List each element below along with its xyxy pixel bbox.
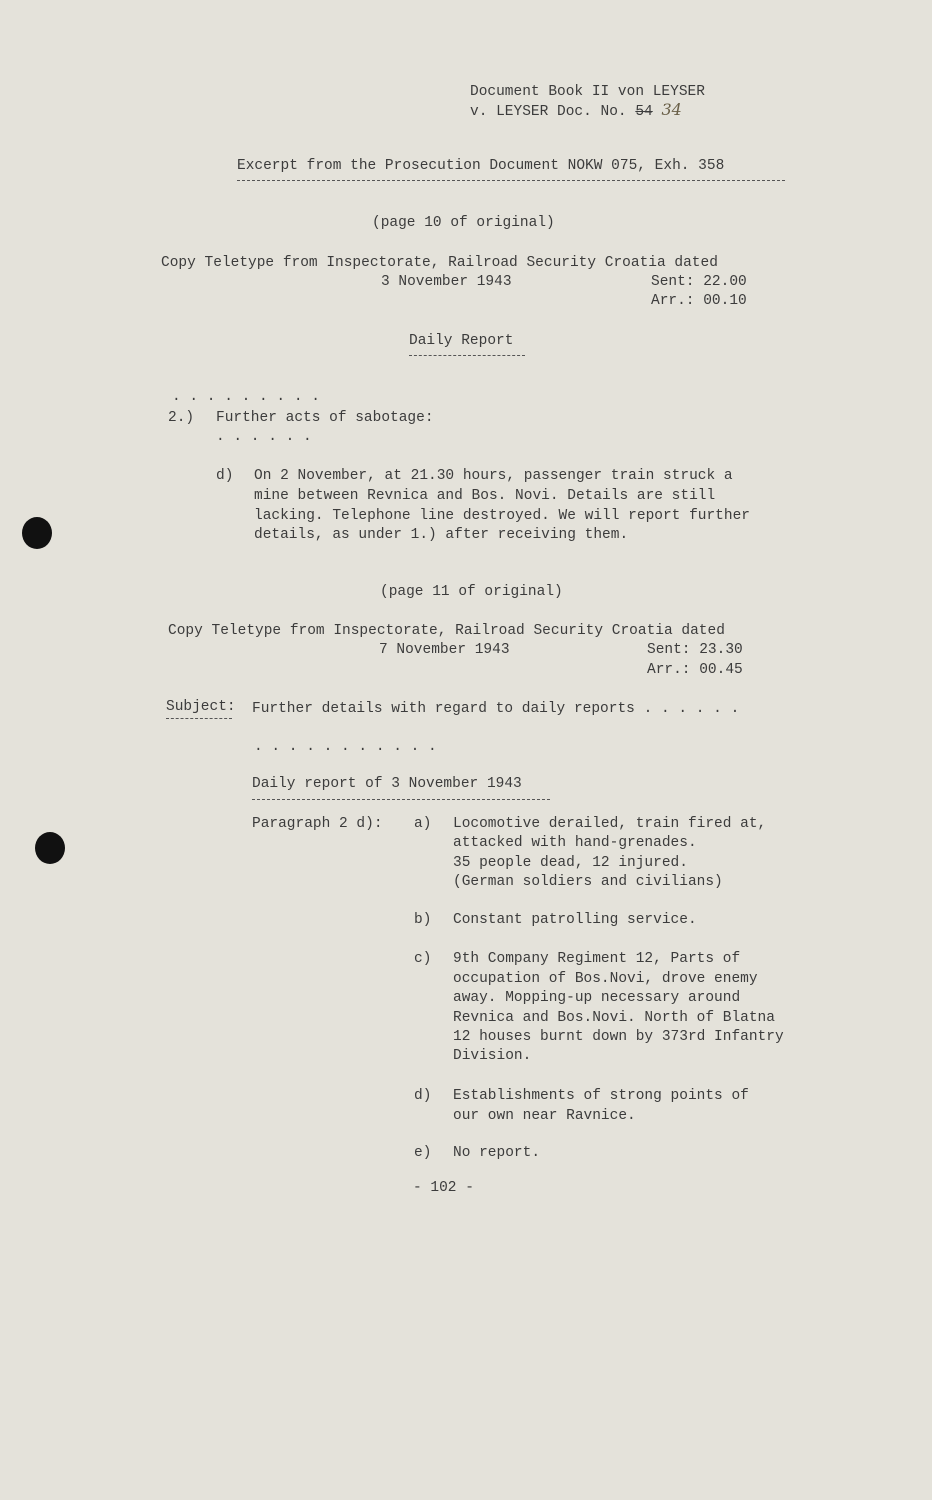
item-d-line-4: details, as under 1.) after receiving them. [254,527,629,543]
subject-label: Subject: [166,699,236,715]
para-item-c-line-5: 12 houses burnt down by 373rd Infantry [453,1029,784,1045]
header-doc-book: Document Book II von LEYSER [470,84,705,100]
subject-underline [166,718,232,719]
struck-doc-number: 54 [635,104,653,120]
subject-text: Further details with regard to daily reports . . . . . . [252,701,740,717]
item-d-line-2: mine between Revnica and Bos. Novi. Details are still [254,488,716,504]
para-item-c-line-1: 9th Company Regiment 12, Parts of [453,951,741,967]
para-item-a-line-3: 35 people dead, 12 injured. [453,855,688,871]
teletype-1-arr: Arr.: 00.10 [651,293,747,309]
para-item-d-line-1: Establishments of strong points of [453,1088,749,1104]
header-doc-number [470,100,682,122]
page-10-marker: (page 10 of original) [372,215,555,231]
page-number: - 102 - [413,1180,474,1196]
ellipsis-row-2: . . . . . . . . . . . [254,739,437,755]
teletype-1-sent: Sent: 22.00 [651,274,747,290]
daily-report-3-nov-heading: Daily report of 3 November 1943 [252,776,522,792]
excerpt-title: Excerpt from the Prosecution Document NOKW 075, Exh. 358 [237,158,725,174]
teletype-2-sent: Sent: 23.30 [647,642,743,658]
page-11-marker: (page 11 of original) [380,584,563,600]
para-item-a-line-2: attacked with hand-grenades. [453,835,697,851]
item-d-label: d) [216,468,234,484]
teletype-1-heading: Copy Teletype from Inspectorate, Railroad Security Croatia dated [161,255,718,271]
para-item-a-line-1: Locomotive derailed, train fired at, [453,816,767,832]
excerpt-title-underline [237,180,785,181]
teletype-1-date: 3 November 1943 [381,274,512,290]
para-item-a-letter: a) [414,816,432,832]
para-item-d-line-2: our own near Ravnice. [453,1108,636,1124]
teletype-2-date: 7 November 1943 [379,642,510,658]
para-item-c-line-3: away. Mopping-up necessary around [453,990,741,1006]
para-item-e-letter: e) [414,1145,432,1161]
handwritten-doc-number: 34 [661,100,682,119]
item-d-line-1: On 2 November, at 21.30 hours, passenger train struck a [254,468,733,484]
teletype-2-arr: Arr.: 00.45 [647,662,743,678]
para-item-c-line-2: occupation of Bos.Novi, drove enemy [453,971,758,987]
item-2-label: 2.) [168,410,195,426]
item-d-line-3: lacking. Telephone line destroyed. We will report further [254,508,750,524]
punch-hole-top [22,517,52,549]
daily-report-heading: Daily Report [409,333,514,349]
header-doc-number-prefix: v. LEYSER Doc. No. [470,104,636,120]
para-item-a-line-4: (German soldiers and civilians) [453,874,723,890]
daily-report-underline [409,355,525,356]
para-item-b-line-1: Constant patrolling service. [453,912,697,928]
teletype-2-heading: Copy Teletype from Inspectorate, Railroad Security Croatia dated [168,623,725,639]
item-2-text: Further acts of sabotage: [216,410,434,426]
para-item-c-line-6: Division. [453,1048,532,1064]
para-item-b-letter: b) [414,912,432,928]
ellipsis-row-1: . . . . . . . . . [172,389,320,405]
para-item-e-line-1: No report. [453,1145,541,1161]
punch-hole-bottom [35,832,65,864]
paragraph-label: Paragraph 2 d): [252,816,383,832]
para-item-c-line-4: Revnica and Bos.Novi. North of Blatna [453,1010,775,1026]
item-2-dots: . . . . . . [216,429,312,445]
para-item-d-letter: d) [414,1088,432,1104]
daily-report-3-nov-underline [252,799,550,800]
para-item-c-letter: c) [414,951,432,967]
